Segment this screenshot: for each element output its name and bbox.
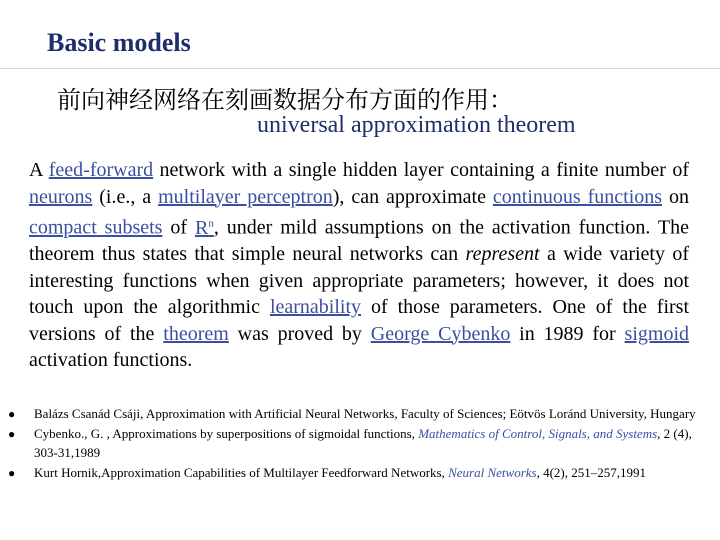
text-segment: network with a single hidden layer containing a finite number of [153,159,689,181]
link-real-space[interactable] [195,217,214,239]
text-segment: in 1989 for [510,322,625,345]
subtitle-chinese: 前向神经网络在刻画数据分布方面的作用： [57,86,513,114]
bullet-icon: ● [8,465,16,480]
reference-text: Kurt Hornik,Approximation Capabilities of Multilayer Feedforward Networks, [34,464,449,480]
bullet-icon: ● [8,407,16,421]
link-feed-forward[interactable]: feed-forward [48,159,154,181]
link-george-cybenko[interactable]: George Cybenko [370,322,511,345]
reference-text: Balázs Csanád Csáji, Approximation with Artificial Neural Networks, Faculty of Sciences; Eötvös Loránd University, Hungary [34,406,696,421]
real-space-exponent: n [208,217,214,229]
text-segment: of [162,216,195,239]
reference-details: , 4(2), 251–257,1991 [536,464,647,480]
bullet-icon: ● [8,426,16,441]
real-space-symbol: R [194,216,209,239]
slide-title: Basic models [47,28,191,57]
text-segment: activation functions. [29,349,193,372]
text-segment: , under mild assumptions on the activation function. The theorem thus states that simple neural networks can [29,216,689,266]
subtitle-english: universal approximation theorem [257,112,576,138]
reference-journal: Mathematics of Control, Signals, and Systems [418,425,658,441]
emphasis-represent: represent [465,243,540,266]
text-segment: on [662,185,689,208]
link-multilayer-perceptron[interactable]: multilayer perceptron [158,185,333,208]
reference-item [8,463,708,483]
reference-item [8,404,708,424]
text-segment: of those parameters. One of the first versions of the [29,296,689,345]
text-segment: a wide variety of interesting functions when given appropriate parameters; however, it does not touch upon the algorithmic [29,243,689,319]
text-segment: (i.e., a [92,185,159,208]
reference-text: Cybenko., G. , Approximations by superpositions of sigmoidal functions, [34,425,419,441]
reference-journal: Neural Networks [448,464,537,480]
text-segment: was proved by [228,322,371,345]
text-segment: ), can approximate [332,185,493,208]
link-compact-subsets[interactable]: compact subsets [29,216,163,239]
link-learnability[interactable]: learnability [269,296,362,319]
theorem-paragraph [29,157,689,374]
reference-list [8,404,708,482]
link-sigmoid[interactable]: sigmoid [624,322,689,345]
reference-details: , 2 (4), 303-31,1989 [34,425,692,460]
link-continuous-functions[interactable]: continuous functions [492,185,663,208]
link-neurons[interactable]: neurons [29,185,93,208]
text-segment: A [29,159,49,181]
link-theorem[interactable]: theorem [163,322,229,345]
reference-item [8,424,708,463]
title-divider [0,68,720,69]
